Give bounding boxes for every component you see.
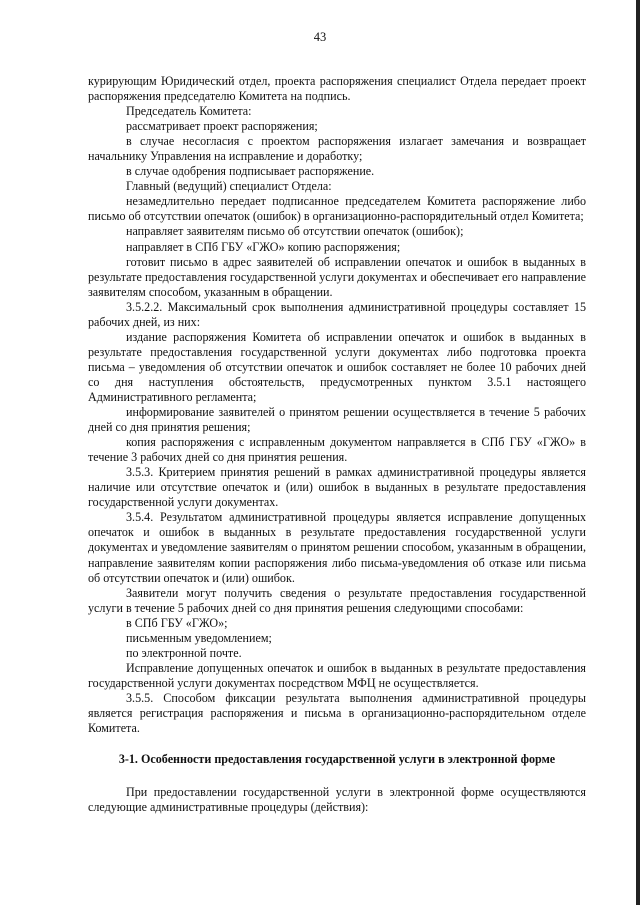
- body-paragraph: по электронной почте.: [126, 645, 242, 660]
- body-paragraph: 3.5.3. Критерием принятия решений в рамках административной процедуры является наличие или отсутствие опечаток и (или) ошибок в выданных в результате предоставления государственной услуги документах.: [88, 465, 586, 510]
- body-paragraph: незамедлительно передает подписанное председателем Комитета распоряжение либо письмо об отсутствии опечаток (ошибок) в организационно-распорядительный отдел Комитета;: [88, 194, 586, 224]
- body-paragraph: 3.5.2.2. Максимальный срок выполнения административной процедуры составляет 15 рабочих дней, из них:: [88, 299, 586, 329]
- body-paragraph: Заявители могут получить сведения о результате предоставления государственной услуги в течение 5 рабочих дней со дня принятия решения следующими способами:: [88, 585, 586, 615]
- body-paragraph: направляет в СПб ГБУ «ГЖО» копию распоряжения;: [126, 239, 401, 254]
- section-heading: 3-1. Особенности предоставления государственной услуги в электронной форме: [118, 752, 556, 767]
- body-paragraph: копия распоряжения с исправленным документом направляется в СПб ГБУ «ГЖО» в течение 3 рабочих дней со дня принятия решения.: [88, 435, 586, 465]
- body-paragraph: издание распоряжения Комитета об исправлении опечаток и ошибок в выданных в результате предоставления государственной услуги документах либо подготовка проекта письма – уведомления об отсутствии опечаток и ошибок составляет не более 10 рабочих дней со дня наступления обстоятельств, предусмотренных пунктом 3.5.1 настоящего Административного регламента;: [88, 329, 586, 404]
- body-paragraph: Главный (ведущий) специалист Отдела:: [126, 179, 332, 194]
- body-paragraph: в случае одобрения подписывает распоряжение.: [126, 164, 375, 179]
- body-paragraph: При предоставлении государственной услуги в электронной форме осуществляются следующие административные процедуры (действия):: [88, 785, 586, 815]
- body-paragraph: рассматривает проект распоряжения;: [126, 119, 318, 134]
- document-body: [88, 74, 586, 815]
- body-paragraph: в случае несогласия с проектом распоряжения излагает замечания и возвращает начальнику Управления на исправление и доработку;: [88, 134, 586, 164]
- page-number: 43: [313, 30, 327, 44]
- body-paragraph: курирующим Юридический отдел, проекта распоряжения специалист Отдела передает проект распоряжения председателю Комитета на подпись.: [88, 74, 586, 104]
- body-paragraph: 3.5.4. Результатом административной процедуры является исправление допущенных опечаток и ошибок в выданных в результате предоставления государственной услуги документах и уведомление заявителям о принятом решении способом, указанным в обращении, направление заявителям копии распоряжения либо письма-уведомления об отказе или письма об отсутствии опечаток и (или) ошибок.: [88, 510, 586, 585]
- body-paragraph: информирование заявителей о принятом решении осуществляется в течение 5 рабочих дней со дня принятия решения;: [88, 405, 586, 435]
- body-paragraph: в СПб ГБУ «ГЖО»;: [126, 615, 228, 630]
- body-paragraph: Председатель Комитета:: [126, 104, 252, 119]
- scan-edge: [636, 0, 640, 905]
- body-paragraph: направляет заявителям письмо об отсутствии опечаток (ошибок);: [126, 224, 464, 239]
- body-paragraph: Исправление допущенных опечаток и ошибок в выданных в результате предоставления государственной услуги документах посредством МФЦ не осуществляется.: [88, 660, 586, 690]
- body-paragraph: письменным уведомлением;: [126, 630, 272, 645]
- body-paragraph: готовит письмо в адрес заявителей об исправлении опечаток и ошибок в выданных в результате предоставления государственной услуги документах и обеспечивает его направление заявителям способом, указанным в обращении.: [88, 254, 586, 299]
- body-paragraph: 3.5.5. Способом фиксации результата выполнения административной процедуры является регистрация распоряжения и письма в организационно-распорядительном отделе Комитета.: [88, 690, 586, 736]
